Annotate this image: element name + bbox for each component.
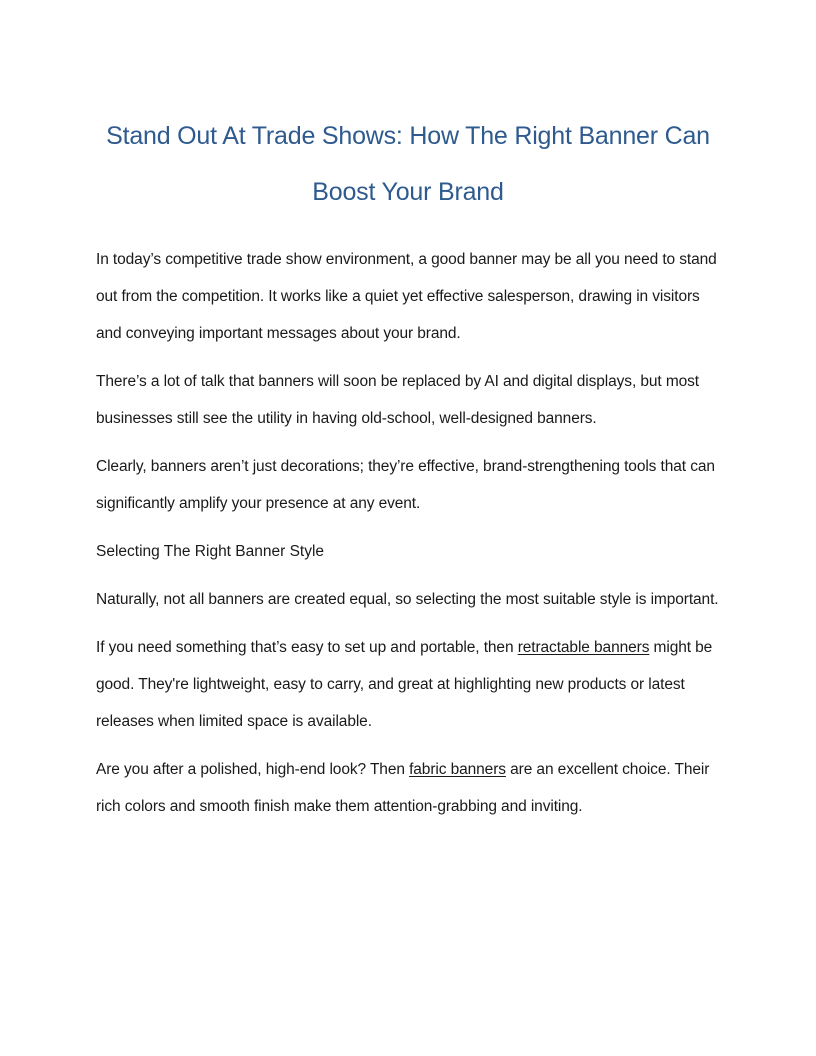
retractable-banners-link[interactable]: retractable banners xyxy=(517,639,650,656)
intro-paragraph: In today’s competitive trade show environment, a good banner may be all you need to stand out from the competition. It works like a quiet yet effective salesperson, drawing in visitors and conveying important messages about your brand. xyxy=(96,251,717,342)
ai-displays-paragraph: There’s a lot of talk that banners will soon be replaced by AI and digital displays, but most businesses still see the utility in having old-school, well-designed banners. xyxy=(96,373,700,427)
retractable-banners-paragraph xyxy=(96,629,720,740)
fabric-banners-paragraph xyxy=(96,751,720,825)
page-title: Stand Out At Trade Shows: How The Right Banner Can Boost Your Brand xyxy=(106,122,710,206)
section-heading: Selecting The Right Banner Style xyxy=(96,543,325,560)
paragraph-text: Are you after a polished, high-end look? Then xyxy=(96,761,410,778)
banner-style-paragraph: Naturally, not all banners are created equal, so selecting the most suitable style is important. xyxy=(96,591,719,608)
paragraph-text: If you need something that’s easy to set up and portable, then xyxy=(96,639,518,656)
paragraph-text: might be good. They're lightweight, easy to carry, and great at highlighting new products or latest releases when limited space is available. xyxy=(96,639,713,730)
brand-tools-paragraph: Clearly, banners aren’t just decorations; they’re effective, brand-strengthening tools that can significantly amplify your presence at any event. xyxy=(96,458,715,512)
paragraph-text: are an excellent choice. Their rich colors and smooth finish make them attention-grabbing and inviting. xyxy=(96,761,710,815)
fabric-banners-link[interactable]: fabric banners xyxy=(409,761,506,778)
